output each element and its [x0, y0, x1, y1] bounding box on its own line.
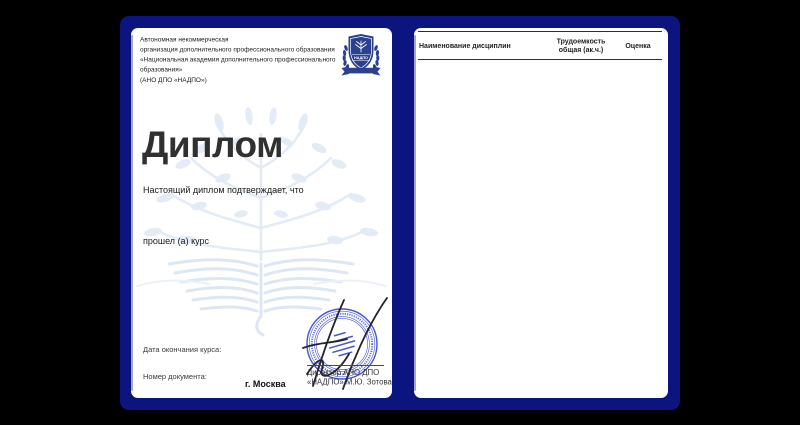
- disciplines-table-header: [418, 31, 662, 60]
- diploma-page-right: [414, 28, 668, 398]
- diploma-subtitle: Настоящий диплом подтверждает, что: [143, 185, 304, 195]
- number-label: Номер документа:: [143, 373, 207, 382]
- signature-line: [307, 365, 384, 366]
- org-line: Автономная некоммерческая: [140, 36, 229, 44]
- director-line: Директор АНО ДПО: [307, 369, 380, 378]
- diploma-title: Диплом: [142, 124, 283, 165]
- course-line: прошел (а) курс: [143, 236, 210, 246]
- org-line: (АНО ДПО «НАДПО»): [140, 76, 207, 84]
- nadpo-emblem-icon: [340, 32, 382, 78]
- date-label: Дата окончания курса:: [143, 346, 222, 355]
- org-line: организация дополнительного профессионального образования: [140, 46, 335, 54]
- logo-text: НАДПО: [353, 56, 369, 60]
- org-name-block: [140, 35, 335, 85]
- column-discipline: Наименование дисциплин: [419, 41, 511, 50]
- diploma-page-left: [131, 28, 392, 398]
- org-line: образования»: [140, 66, 183, 74]
- org-line: «Национальная академия дополнительного профессионального: [140, 56, 336, 64]
- director-caption: [307, 369, 392, 387]
- diploma-cover: [120, 16, 680, 410]
- director-line: «НАДПО» М.Ю. Зотова: [307, 377, 392, 387]
- column-workload: Трудоемкость общая (ак.ч.): [556, 37, 606, 54]
- city-label: г. Москва: [245, 379, 286, 389]
- column-grade: Оценка: [625, 41, 651, 50]
